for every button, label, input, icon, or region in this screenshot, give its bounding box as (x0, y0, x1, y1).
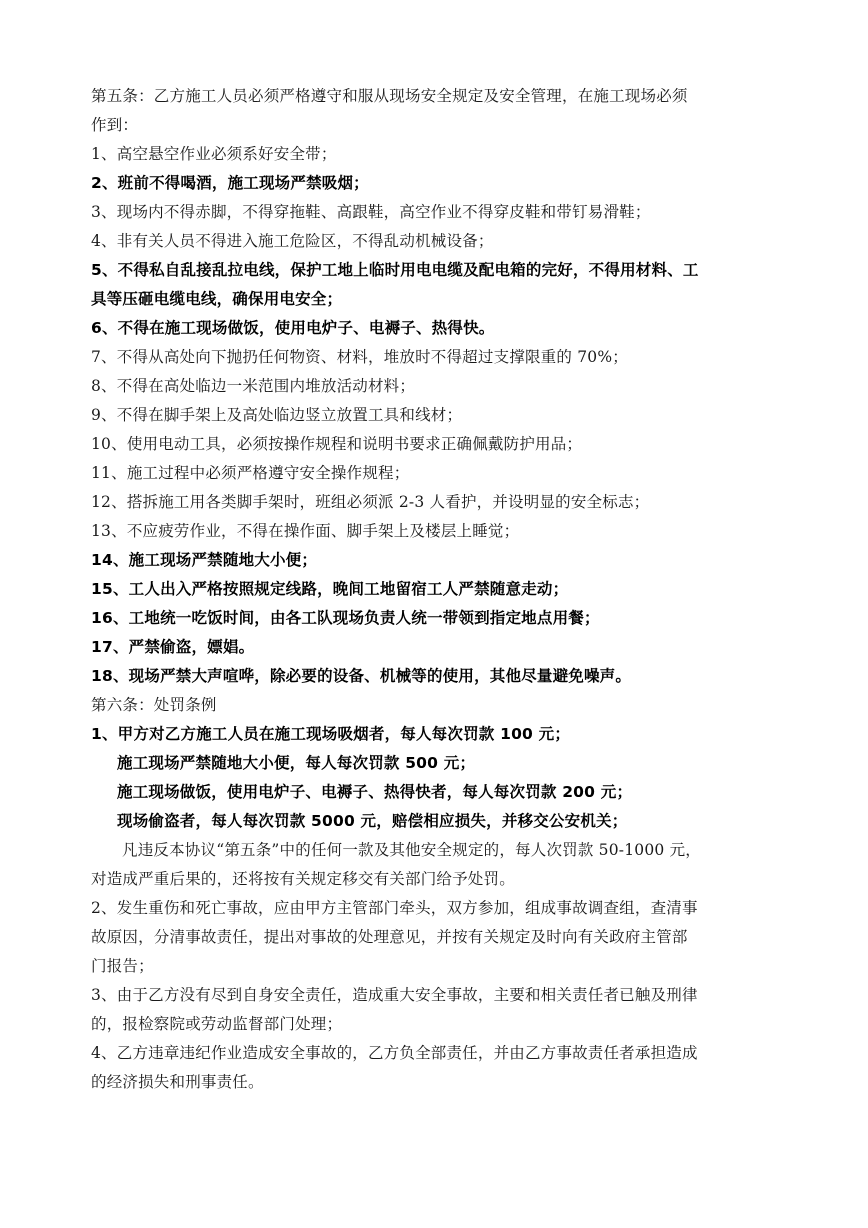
text-line: 15、工人出入严格按照规定线路，晚间工地留宿工人严禁随意走动； (91, 580, 569, 598)
text-line: 4、非有关人员不得进入施工危险区，不得乱动机械设备； (91, 232, 494, 250)
text-line: 门报告； (91, 957, 154, 975)
text-line: 凡违反本协议“第五条”中的任何一款及其他安全规定的，每人次罚款 50-1000 元， (122, 841, 702, 859)
text-line: 3、现场内不得赤脚，不得穿拖鞋、高跟鞋，高空作业不得穿皮鞋和带钉易滑鞋； (91, 203, 651, 221)
text-line: 2、班前不得喝酒，施工现场严禁吸烟； (91, 174, 369, 192)
text-line: 施工现场做饭，使用电炉子、电褥子、热得快者，每人每次罚款 200 元； (117, 783, 633, 801)
text-line: 施工现场严禁随地大小便，每人每次罚款 500 元； (117, 754, 476, 772)
text-line: 的经济损失和刑事责任。 (91, 1073, 264, 1091)
text-line: 作到： (91, 116, 139, 134)
text-line: 1、高空悬空作业必须系好安全带； (91, 145, 337, 163)
text-line: 18、现场严禁大声喧哗，除必要的设备、机械等的使用，其他尽量避免噪声。 (91, 667, 632, 685)
text-line: 7、不得从高处向下抛扔任何物资、材料，堆放时不得超过支撑限重的 70%； (91, 348, 628, 366)
text-line: 11、施工过程中必须严格遵守安全操作规程； (91, 464, 410, 482)
text-line: 2、发生重伤和死亡事故，应由甲方主管部门牵头，双方参加，组成事故调查组，查清事 (91, 899, 698, 917)
text-line: 1、甲方对乙方施工人员在施工现场吸烟者，每人每次罚款 100 元； (91, 725, 571, 743)
text-line: 12、搭拆施工用各类脚手架时，班组必须派 2-3 人看护，并设明显的安全标志； (91, 493, 650, 511)
text-line: 第六条：处罚条例 (91, 696, 217, 714)
text-line: 现场偷盗者，每人每次罚款 5000 元，赔偿相应损失，并移交公安机关； (117, 812, 628, 830)
text-line: 9、不得在脚手架上及高处临边竖立放置工具和线材； (91, 406, 463, 424)
text-line: 17、严禁偷盗，嫖娼。 (91, 638, 255, 656)
text-line: 8、不得在高处临边一米范围内堆放活动材料； (91, 377, 416, 395)
text-line: 13、不应疲劳作业，不得在操作面、脚手架上及楼层上睡觉； (91, 522, 520, 540)
text-line: 4、乙方违章违纪作业造成安全事故的，乙方负全部责任，并由乙方事故责任者承担造成 (91, 1044, 698, 1062)
text-line: 3、由于乙方没有尽到自身安全责任，造成重大安全事故，主要和相关责任者已触及刑律 (91, 986, 698, 1004)
document-page (91, 82, 791, 1097)
text-line: 6、不得在施工现场做饭，使用电炉子、电褥子、热得快。 (91, 319, 495, 337)
text-line: 对造成严重后果的，还将按有关规定移交有关部门给予处罚。 (91, 870, 515, 888)
text-line: 的，报检察院或劳动监督部门处理； (91, 1015, 343, 1033)
text-line: 16、工地统一吃饭时间，由各工队现场负责人统一带领到指定地点用餐； (91, 609, 600, 627)
text-line: 10、使用电动工具，必须按操作规程和说明书要求正确佩戴防护用品； (91, 435, 583, 453)
text-line: 14、施工现场严禁随地大小便； (91, 551, 318, 569)
text-line: 故原因，分清事故责任，提出对事故的处理意见，并按有关规定及时向有关政府主管部 (91, 928, 688, 946)
text-line: 具等压砸电缆电线，确保用电安全； (91, 290, 343, 308)
text-line: 第五条：乙方施工人员必须严格遵守和服从现场安全规定及安全管理，在施工现场必须 (91, 87, 688, 105)
text-line: 5、不得私自乱接乱拉电线，保护工地上临时用电电缆及配电箱的完好，不得用材料、工 (91, 261, 699, 279)
